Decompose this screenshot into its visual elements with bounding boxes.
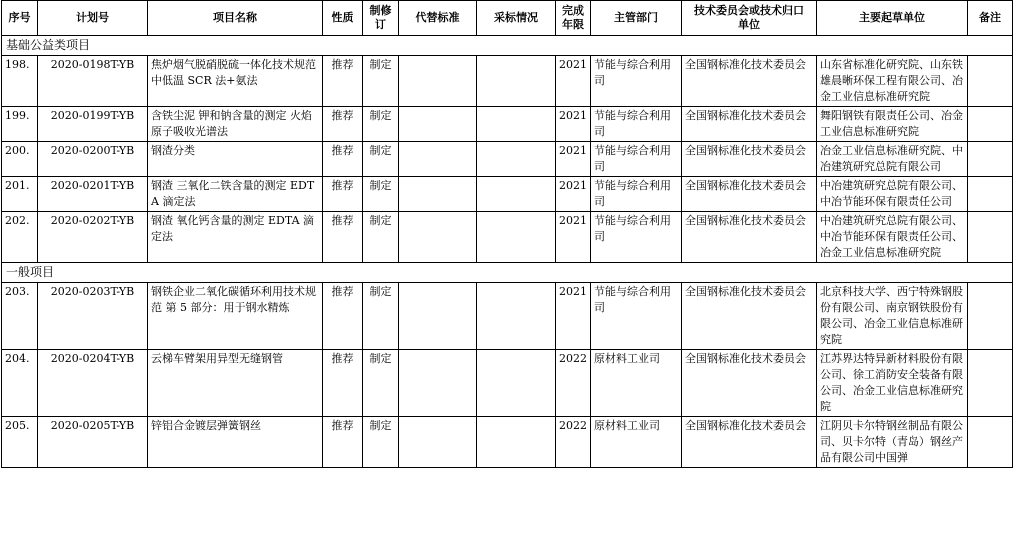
row-nature: 推荐: [323, 350, 363, 417]
row-replace-std: [399, 56, 477, 107]
table-row: [2, 107, 1013, 142]
row-adopt: [477, 417, 556, 468]
row-seq: 205.: [2, 417, 38, 468]
row-revision: 制定: [363, 56, 399, 107]
row-committee: 全国钢标准化技术委员会: [682, 56, 817, 107]
row-nature: 推荐: [323, 283, 363, 350]
row-deadline: 2021: [556, 177, 591, 212]
row-plan-no: 2020-0203T-YB: [38, 283, 148, 350]
header-remark: 备注: [968, 1, 1013, 36]
row-revision: 制定: [363, 142, 399, 177]
row-project-name: 钢渣 氧化钙含量的测定 EDTA 滴定法: [148, 212, 323, 263]
row-seq: 201.: [2, 177, 38, 212]
row-replace-std: [399, 283, 477, 350]
row-replace-std: [399, 350, 477, 417]
row-plan-no: 2020-0205T-YB: [38, 417, 148, 468]
row-revision: 制定: [363, 177, 399, 212]
header-adopt: 采标情况: [477, 1, 556, 36]
row-plan-no: 2020-0204T-YB: [38, 350, 148, 417]
row-replace-std: [399, 212, 477, 263]
row-deadline: 2021: [556, 212, 591, 263]
row-revision: 制定: [363, 212, 399, 263]
table-body: [2, 36, 1013, 468]
row-nature: 推荐: [323, 142, 363, 177]
row-committee: 全国钢标准化技术委员会: [682, 417, 817, 468]
row-seq: 203.: [2, 283, 38, 350]
row-plan-no: 2020-0202T-YB: [38, 212, 148, 263]
row-revision: 制定: [363, 350, 399, 417]
row-seq: 198.: [2, 56, 38, 107]
row-committee: 全国钢标准化技术委员会: [682, 177, 817, 212]
header-committee: 技术委员会或技术归口单位: [682, 1, 817, 36]
row-deadline: 2022: [556, 350, 591, 417]
row-plan-no: 2020-0200T-YB: [38, 142, 148, 177]
row-dept: 节能与综合利用司: [591, 283, 682, 350]
row-remark: [968, 212, 1013, 263]
row-adopt: [477, 283, 556, 350]
row-drafter: 江苏界达特异新材料股份有限公司、徐工消防安全装备有限公司、冶金工业信息标准研究院: [817, 350, 968, 417]
row-drafter: 中冶建筑研究总院有限公司、中冶节能环保有限责任公司: [817, 177, 968, 212]
row-drafter: 山东省标准化研究院、山东铁雄晨晰环保工程有限公司、冶金工业信息标准研究院: [817, 56, 968, 107]
row-replace-std: [399, 142, 477, 177]
table-row: [2, 350, 1013, 417]
row-replace-std: [399, 177, 477, 212]
table-row: [2, 417, 1013, 468]
row-adopt: [477, 350, 556, 417]
row-committee: 全国钢标准化技术委员会: [682, 212, 817, 263]
row-project-name: 含铁尘泥 钾和钠含量的测定 火焰原子吸收光谱法: [148, 107, 323, 142]
standards-plan-table: [1, 0, 1013, 468]
row-project-name: 焦炉烟气脱硝脱硫一体化技术规范 中低温 SCR 法+氨法: [148, 56, 323, 107]
row-drafter: 舞阳钢铁有限责任公司、冶金工业信息标准研究院: [817, 107, 968, 142]
row-project-name: 钢渣分类: [148, 142, 323, 177]
row-adopt: [477, 177, 556, 212]
header-nature: 性质: [323, 1, 363, 36]
header-revision: 制修订: [363, 1, 399, 36]
row-dept: 节能与综合利用司: [591, 212, 682, 263]
row-drafter: 中冶建筑研究总院有限公司、中冶节能环保有限责任公司、冶金工业信息标准研究院: [817, 212, 968, 263]
row-dept: 原材料工业司: [591, 417, 682, 468]
row-revision: 制定: [363, 107, 399, 142]
row-seq: 202.: [2, 212, 38, 263]
row-remark: [968, 417, 1013, 468]
row-replace-std: [399, 417, 477, 468]
row-nature: 推荐: [323, 56, 363, 107]
header-deadline: 完成年限: [556, 1, 591, 36]
row-remark: [968, 107, 1013, 142]
row-remark: [968, 56, 1013, 107]
row-nature: 推荐: [323, 107, 363, 142]
row-dept: 原材料工业司: [591, 350, 682, 417]
header-plan-no: 计划号: [38, 1, 148, 36]
row-deadline: 2021: [556, 56, 591, 107]
row-dept: 节能与综合利用司: [591, 177, 682, 212]
row-project-name: 锌铝合金镀层弹簧钢丝: [148, 417, 323, 468]
row-dept: 节能与综合利用司: [591, 56, 682, 107]
table-row: [2, 177, 1013, 212]
row-committee: 全国钢标准化技术委员会: [682, 283, 817, 350]
row-committee: 全国钢标准化技术委员会: [682, 350, 817, 417]
section-title: 一般项目: [2, 263, 1013, 283]
row-committee: 全国钢标准化技术委员会: [682, 142, 817, 177]
table-row: [2, 142, 1013, 177]
row-adopt: [477, 142, 556, 177]
row-deadline: 2022: [556, 417, 591, 468]
header-drafter: 主要起草单位: [817, 1, 968, 36]
row-project-name: 云梯车臂架用异型无缝钢管: [148, 350, 323, 417]
row-remark: [968, 283, 1013, 350]
row-deadline: 2021: [556, 107, 591, 142]
row-committee: 全国钢标准化技术委员会: [682, 107, 817, 142]
row-drafter: 冶金工业信息标准研究院、中冶建筑研究总院有限公司: [817, 142, 968, 177]
row-dept: 节能与综合利用司: [591, 142, 682, 177]
row-plan-no: 2020-0199T-YB: [38, 107, 148, 142]
row-adopt: [477, 56, 556, 107]
row-remark: [968, 350, 1013, 417]
table-row: [2, 212, 1013, 263]
table-row: [2, 283, 1013, 350]
row-nature: 推荐: [323, 212, 363, 263]
section-title: 基础公益类项目: [2, 36, 1013, 56]
row-deadline: 2021: [556, 142, 591, 177]
header-row: [2, 1, 1013, 36]
row-drafter: 北京科技大学、西宁特殊钢股份有限公司、南京钢铁股份有限公司、冶金工业信息标准研究院: [817, 283, 968, 350]
row-adopt: [477, 107, 556, 142]
row-revision: 制定: [363, 417, 399, 468]
row-deadline: 2021: [556, 283, 591, 350]
header-dept: 主管部门: [591, 1, 682, 36]
row-project-name: 钢铁企业二氧化碳循环利用技术规范 第 5 部分：用于钢水精炼: [148, 283, 323, 350]
row-nature: 推荐: [323, 177, 363, 212]
row-plan-no: 2020-0201T-YB: [38, 177, 148, 212]
row-seq: 200.: [2, 142, 38, 177]
row-nature: 推荐: [323, 417, 363, 468]
row-remark: [968, 177, 1013, 212]
row-adopt: [477, 212, 556, 263]
row-dept: 节能与综合利用司: [591, 107, 682, 142]
section-header-row: [2, 36, 1013, 56]
row-drafter: 江阴贝卡尔特钢丝制品有限公司、贝卡尔特（青岛）钢丝产品有限公司中国弹: [817, 417, 968, 468]
row-remark: [968, 142, 1013, 177]
row-plan-no: 2020-0198T-YB: [38, 56, 148, 107]
row-seq: 204.: [2, 350, 38, 417]
header-seq: 序号: [2, 1, 38, 36]
header-replace-std: 代替标准: [399, 1, 477, 36]
header-project-name: 项目名称: [148, 1, 323, 36]
table-row: [2, 56, 1013, 107]
row-replace-std: [399, 107, 477, 142]
section-header-row: [2, 263, 1013, 283]
row-seq: 199.: [2, 107, 38, 142]
row-project-name: 钢渣 三氧化二铁含量的测定 EDTA 滴定法: [148, 177, 323, 212]
row-revision: 制定: [363, 283, 399, 350]
